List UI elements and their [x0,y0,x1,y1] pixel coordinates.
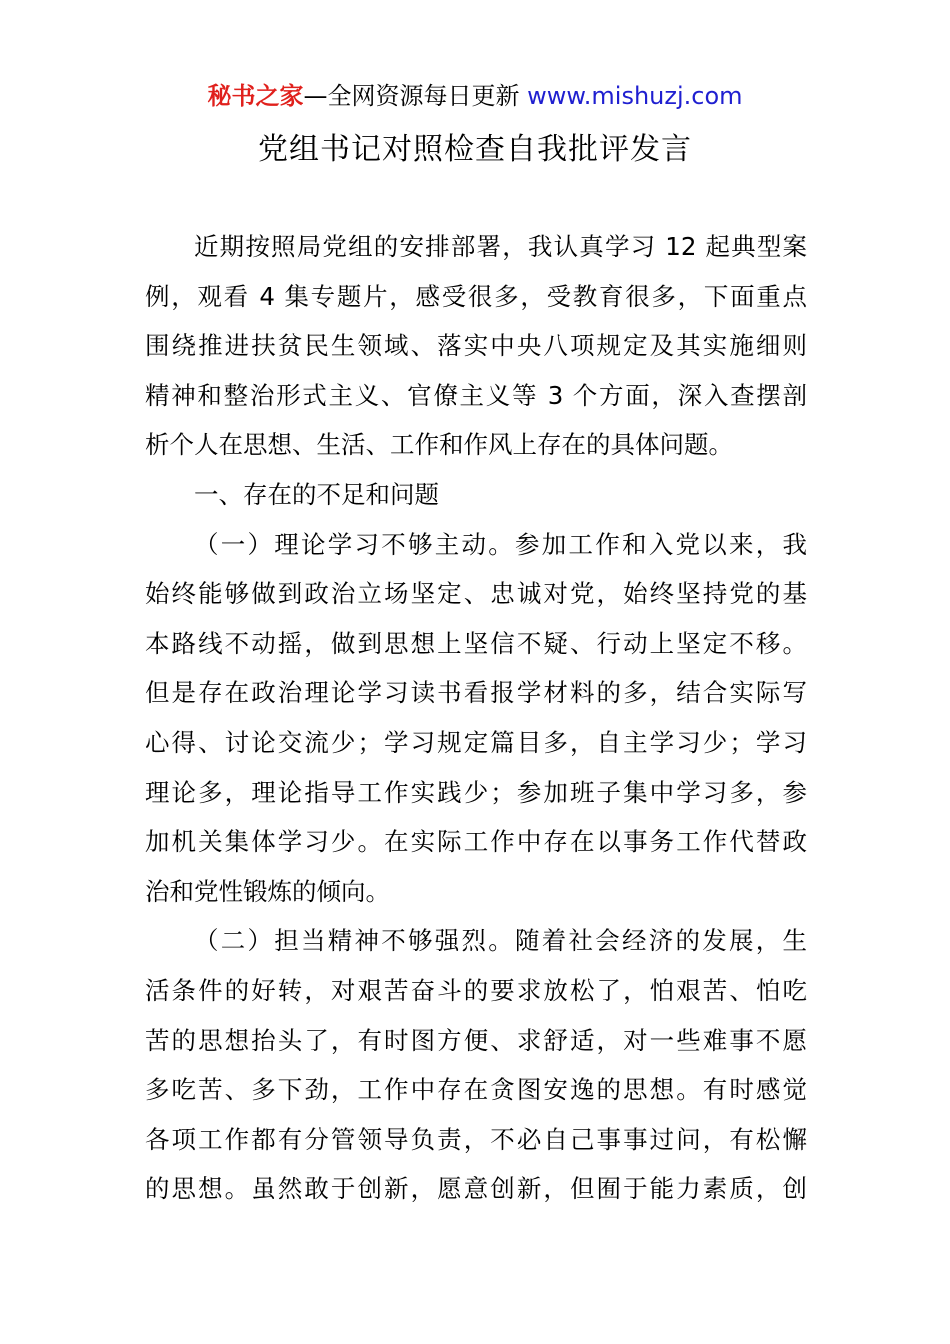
paragraph-line: 但是存在政治理论学习读书看报学材料的多，结合实际写 [145,678,807,708]
site-banner [0,80,950,112]
paragraph-line: 始终能够做到政治立场坚定、忠诚对党，始终坚持党的基 [145,579,807,609]
document-body [145,222,807,1214]
site-brand: 秘书之家 [207,82,304,110]
paragraph-line: （一）理论学习不够主动。参加工作和入党以来，我 [194,529,807,559]
paragraph-line: 围绕推进扶贫民生领域、落实中央八项规定及其实施细则 [145,331,807,361]
site-tagline: —全网资源每日更新 [303,82,520,110]
paragraph-line: 治和党性锻炼的倾向。 [145,876,390,906]
paragraph-line: 心得、讨论交流少；学习规定篇目多，自主学习少；学习 [145,727,807,757]
paragraph-line: 多吃苦、多下劲，工作中存在贪图安逸的思想。有时感觉 [145,1075,807,1105]
paragraph-line: 本路线不动摇，做到思想上坚信不疑、行动上坚定不移。 [145,628,807,658]
paragraph-line: 例，观看 4 集专题片，感受很多，受教育很多，下面重点 [145,281,807,311]
paragraph-line: 苦的思想抬头了，有时图方便、求舒适，对一些难事不愿 [145,1025,807,1055]
document-title: 党组书记对照检查自我批评发言 [258,132,692,167]
paragraph-line: 各项工作都有分管领导负责，不必自己事事过问，有松懈 [145,1124,807,1154]
paragraph-line: 的思想。虽然敢于创新，愿意创新，但囿于能力素质，创 [145,1174,807,1204]
paragraph-line: （二）担当精神不够强烈。随着社会经济的发展，生 [194,926,807,956]
paragraph-line: 精神和整治形式主义、官僚主义等 3 个方面，深入查摆剖 [145,380,807,410]
paragraph-line: 近期按照局党组的安排部署，我认真学习 12 起典型案 [194,232,807,261]
section-heading: 一、存在的不足和问题 [194,479,439,509]
paragraph-line: 活条件的好转，对艰苦奋斗的要求放松了，怕艰苦、怕吃 [145,975,807,1005]
paragraph-line: 析个人在思想、生活、工作和作风上存在的具体问题。 [145,430,733,460]
paragraph-line: 理论多，理论指导工作实践少；参加班子集中学习多，参 [145,777,807,807]
site-url-link[interactable]: www.mishuzj.com [527,82,743,110]
paragraph-line: 加机关集体学习少。在实际工作中存在以事务工作代替政 [145,827,807,857]
